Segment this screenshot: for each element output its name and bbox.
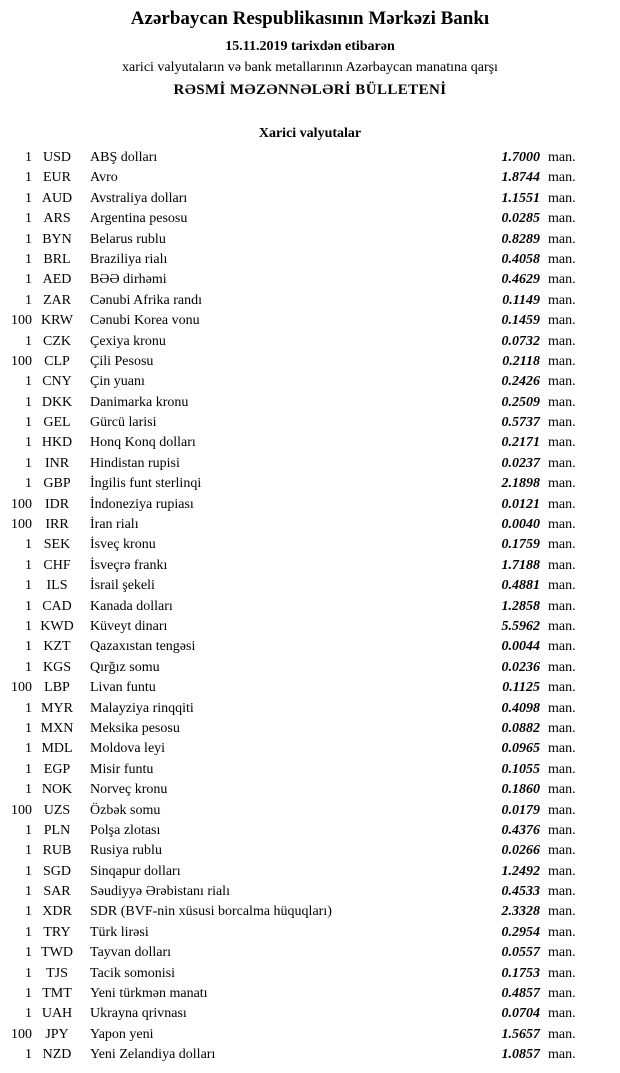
name-cell: İsveç kronu xyxy=(90,537,156,553)
unit-cell: man. xyxy=(548,231,576,247)
unit-cell: man. xyxy=(548,986,576,1002)
rate-cell: 0.1860 xyxy=(501,782,540,798)
qty-cell: 100 xyxy=(11,680,32,696)
unit-cell: man. xyxy=(548,802,576,818)
name-cell: BƏƏ dirhəmi xyxy=(90,272,167,288)
unit-cell: man. xyxy=(548,394,576,410)
code-cell: HKD xyxy=(41,435,73,451)
qty-cell: 1 xyxy=(25,394,32,410)
qty-cell: 1 xyxy=(25,639,32,655)
table-row xyxy=(0,413,584,433)
qty-cell: 1 xyxy=(25,231,32,247)
qty-cell: 1 xyxy=(25,741,32,757)
unit-cell: man. xyxy=(548,700,576,716)
rate-cell: 0.4629 xyxy=(501,272,540,288)
code-cell: SEK xyxy=(43,537,71,553)
qty-cell: 1 xyxy=(25,884,32,900)
qty-cell: 1 xyxy=(25,843,32,859)
name-cell: Yeni Zelandiya dolları xyxy=(90,1047,216,1063)
rate-cell: 0.1753 xyxy=(501,965,540,981)
unit-cell: man. xyxy=(548,557,576,573)
name-cell: Hindistan rupisi xyxy=(90,455,180,471)
rate-cell: 0.1759 xyxy=(501,537,540,553)
table-row xyxy=(0,637,584,657)
qty-cell: 1 xyxy=(25,945,32,961)
qty-cell: 100 xyxy=(11,517,32,533)
table-row xyxy=(0,311,584,331)
name-cell: Tacik somonisi xyxy=(90,965,175,981)
table-row xyxy=(0,923,584,943)
table-row xyxy=(0,556,584,576)
unit-cell: man. xyxy=(548,863,576,879)
rate-cell: 1.2858 xyxy=(501,598,540,614)
qty-cell: 1 xyxy=(25,455,32,471)
unit-cell: man. xyxy=(548,639,576,655)
qty-cell: 1 xyxy=(25,272,32,288)
name-cell: Avro xyxy=(90,170,118,186)
qty-cell: 1 xyxy=(25,720,32,736)
code-cell: INR xyxy=(44,455,70,471)
unit-cell: man. xyxy=(548,822,576,838)
table-row xyxy=(0,760,584,780)
qty-cell: 1 xyxy=(25,415,32,431)
table-row xyxy=(0,250,584,270)
unit-cell: man. xyxy=(548,659,576,675)
table-row xyxy=(0,780,584,800)
unit-cell: man. xyxy=(548,1026,576,1042)
rate-cell: 1.7000 xyxy=(501,150,540,165)
name-cell: Cənubi Korea vonu xyxy=(90,313,200,329)
unit-cell: man. xyxy=(548,782,576,798)
rate-cell: 2.3328 xyxy=(501,904,540,920)
table-row xyxy=(0,1045,584,1065)
bulletin-title: RƏSMİ MƏZƏNNƏLƏRİ BÜLLETENİ xyxy=(173,82,447,98)
code-cell: EUR xyxy=(43,170,71,186)
unit-cell: man. xyxy=(548,496,576,512)
code-cell: CNY xyxy=(42,374,72,390)
table-row xyxy=(0,943,584,963)
qty-cell: 1 xyxy=(25,251,32,267)
code-cell: ARS xyxy=(43,211,71,227)
code-cell: AUD xyxy=(41,190,73,206)
name-cell: Argentina pesosu xyxy=(90,211,188,227)
rate-cell: 0.4058 xyxy=(501,251,540,267)
unit-cell: man. xyxy=(548,884,576,900)
code-cell: ILS xyxy=(46,578,68,594)
rate-cell: 2.1898 xyxy=(501,476,540,492)
rate-cell: 0.0236 xyxy=(501,659,540,675)
unit-cell: man. xyxy=(548,292,576,308)
name-cell: Tayvan dolları xyxy=(90,945,172,961)
table-row xyxy=(0,474,584,494)
code-cell: KZT xyxy=(43,639,71,655)
rate-cell: 1.8744 xyxy=(501,170,540,186)
code-cell: GEL xyxy=(43,415,71,431)
table-row xyxy=(0,658,584,678)
name-cell: Misir funtu xyxy=(90,761,154,777)
name-cell: İsrail şekeli xyxy=(90,578,155,594)
name-cell: Honq Konq dolları xyxy=(90,435,196,451)
code-cell: PLN xyxy=(43,822,71,838)
qty-cell: 100 xyxy=(11,1026,32,1042)
name-cell: İngilis funt sterlinqi xyxy=(90,476,202,492)
unit-cell: man. xyxy=(548,190,576,206)
rate-cell: 0.2954 xyxy=(501,924,540,940)
table-row xyxy=(0,270,584,290)
name-cell: Çin yuanı xyxy=(90,374,145,390)
qty-cell: 1 xyxy=(25,965,32,981)
unit-cell: man. xyxy=(548,251,576,267)
name-cell: İndoneziya rupiası xyxy=(90,496,194,512)
rate-cell: 0.4881 xyxy=(501,578,540,594)
code-cell: TWD xyxy=(41,945,73,961)
table-row xyxy=(0,209,584,229)
code-cell: TJS xyxy=(46,965,68,981)
name-cell: Ukrayna qrivnası xyxy=(90,1006,187,1022)
table-row xyxy=(0,882,584,902)
unit-cell: man. xyxy=(548,537,576,553)
code-cell: UZS xyxy=(43,802,71,818)
table-row xyxy=(0,719,584,739)
code-cell: TRY xyxy=(43,924,71,940)
unit-cell: man. xyxy=(548,170,576,186)
qty-cell: 1 xyxy=(25,170,32,186)
rate-cell: 0.0557 xyxy=(501,945,540,961)
qty-cell: 100 xyxy=(11,802,32,818)
name-cell: Belarus rublu xyxy=(90,231,166,247)
rate-cell: 0.5737 xyxy=(501,415,540,431)
unit-cell: man. xyxy=(548,517,576,533)
name-cell: Yeni türkmən manatı xyxy=(90,986,208,1002)
table-row xyxy=(0,454,584,474)
code-cell: GBP xyxy=(43,476,71,492)
qty-cell: 1 xyxy=(25,822,32,838)
rate-cell: 0.0704 xyxy=(501,1006,540,1022)
code-cell: MDL xyxy=(41,741,73,757)
table-row xyxy=(0,902,584,922)
unit-cell: man. xyxy=(548,435,576,451)
code-cell: EGP xyxy=(43,761,71,777)
name-cell: Qırğız somu xyxy=(90,659,160,675)
name-cell: Kanada dolları xyxy=(90,598,173,614)
unit-cell: man. xyxy=(548,761,576,777)
name-cell: Braziliya rialı xyxy=(90,251,168,267)
rate-cell: 0.2171 xyxy=(501,435,540,451)
qty-cell: 1 xyxy=(25,924,32,940)
unit-cell: man. xyxy=(548,272,576,288)
rate-cell: 1.1551 xyxy=(501,190,540,206)
code-cell: SGD xyxy=(42,863,71,879)
rate-cell: 0.2118 xyxy=(502,353,540,369)
unit-cell: man. xyxy=(548,578,576,594)
table-row xyxy=(0,495,584,515)
table-row xyxy=(0,393,584,413)
unit-cell: man. xyxy=(548,904,576,920)
rate-cell: 0.1055 xyxy=(501,761,540,777)
rate-cell: 0.4098 xyxy=(501,700,540,716)
name-cell: Meksika pesosu xyxy=(90,720,180,736)
unit-cell: man. xyxy=(548,455,576,471)
table-row xyxy=(0,597,584,617)
rate-cell: 1.0857 xyxy=(501,1047,540,1063)
table-row xyxy=(0,148,584,168)
rate-cell: 0.1125 xyxy=(502,680,540,696)
bulletin-subtitle: xarici valyutaların və bank metallarının Azərbaycan manatına qarşı xyxy=(122,60,498,75)
table-row xyxy=(0,352,584,372)
unit-cell: man. xyxy=(548,598,576,614)
code-cell: IDR xyxy=(44,496,70,512)
rate-cell: 0.2426 xyxy=(501,374,540,390)
qty-cell: 1 xyxy=(25,578,32,594)
unit-cell: man. xyxy=(548,1006,576,1022)
rate-cell: 0.0965 xyxy=(501,741,540,757)
rate-cell: 0.0044 xyxy=(501,639,540,655)
rate-cell: 0.4533 xyxy=(501,884,540,900)
name-cell: Avstraliya dolları xyxy=(90,190,188,206)
code-cell: CAD xyxy=(42,598,72,614)
qty-cell: 1 xyxy=(25,1006,32,1022)
qty-cell: 1 xyxy=(25,537,32,553)
name-cell: Livan funtu xyxy=(90,680,156,696)
code-cell: DKK xyxy=(41,394,73,410)
qty-cell: 100 xyxy=(11,353,32,369)
table-row xyxy=(0,433,584,453)
qty-cell: 1 xyxy=(25,435,32,451)
unit-cell: man. xyxy=(548,680,576,696)
name-cell: Yapon yeni xyxy=(90,1026,154,1042)
table-row xyxy=(0,862,584,882)
qty-cell: 1 xyxy=(25,476,32,492)
code-cell: MYR xyxy=(41,700,73,716)
rates-table xyxy=(0,148,620,1066)
qty-cell: 1 xyxy=(25,150,32,165)
name-cell: Danimarka kronu xyxy=(90,394,189,410)
code-cell: BRL xyxy=(43,251,71,267)
name-cell: ABŞ dolları xyxy=(90,150,158,165)
table-row xyxy=(0,739,584,759)
name-cell: Sinqapur dolları xyxy=(90,863,181,879)
qty-cell: 1 xyxy=(25,904,32,920)
qty-cell: 1 xyxy=(25,986,32,1002)
rate-cell: 0.8289 xyxy=(501,231,540,247)
unit-cell: man. xyxy=(548,415,576,431)
qty-cell: 1 xyxy=(25,863,32,879)
qty-cell: 1 xyxy=(25,211,32,227)
code-cell: UAH xyxy=(41,1006,73,1022)
unit-cell: man. xyxy=(548,374,576,390)
code-cell: ZAR xyxy=(43,292,71,308)
rate-cell: 0.0285 xyxy=(501,211,540,227)
name-cell: Səudiyyə Ərəbistanı rialı xyxy=(90,884,230,900)
unit-cell: man. xyxy=(548,618,576,634)
name-cell: İran rialı xyxy=(90,517,139,533)
unit-cell: man. xyxy=(548,150,576,165)
name-cell: Moldova leyi xyxy=(90,741,166,757)
name-cell: SDR (BVF-nin xüsusi borcalma hüquqları) xyxy=(90,904,332,920)
name-cell: Çili Pesosu xyxy=(90,353,154,369)
code-cell: IRR xyxy=(45,517,69,533)
table-row xyxy=(0,801,584,821)
code-cell: CLP xyxy=(44,353,70,369)
code-cell: JPY xyxy=(45,1026,69,1042)
unit-cell: man. xyxy=(548,945,576,961)
table-row xyxy=(0,189,584,209)
qty-cell: 100 xyxy=(11,496,32,512)
code-cell: BYN xyxy=(42,231,72,247)
rate-cell: 0.0732 xyxy=(501,333,540,349)
rate-cell: 0.0040 xyxy=(501,517,540,533)
qty-cell: 1 xyxy=(25,700,32,716)
table-row xyxy=(0,821,584,841)
code-cell: NOK xyxy=(41,782,73,798)
table-row xyxy=(0,617,584,637)
rate-cell: 0.4376 xyxy=(501,822,540,838)
name-cell: Özbək somu xyxy=(90,802,161,818)
rate-cell: 0.0882 xyxy=(501,720,540,736)
qty-cell: 1 xyxy=(25,333,32,349)
code-cell: SAR xyxy=(43,884,71,900)
code-cell: KGS xyxy=(42,659,71,675)
qty-cell: 1 xyxy=(25,292,32,308)
name-cell: Norveç kronu xyxy=(90,782,168,798)
table-row xyxy=(0,168,584,188)
code-cell: CZK xyxy=(43,333,71,349)
table-row xyxy=(0,576,584,596)
table-row xyxy=(0,332,584,352)
qty-cell: 1 xyxy=(25,618,32,634)
bulletin-header xyxy=(0,0,620,100)
code-cell: MXN xyxy=(40,720,74,736)
code-cell: KRW xyxy=(41,313,73,329)
name-cell: Qazaxıstan tengəsi xyxy=(90,639,196,655)
table-row xyxy=(0,372,584,392)
rate-cell: 1.7188 xyxy=(501,557,540,573)
code-cell: NZD xyxy=(42,1047,72,1063)
table-row xyxy=(0,291,584,311)
name-cell: Çexiya kronu xyxy=(90,333,166,349)
unit-cell: man. xyxy=(548,211,576,227)
code-cell: KWD xyxy=(40,618,74,634)
rate-cell: 0.0266 xyxy=(501,843,540,859)
table-row xyxy=(0,535,584,555)
unit-cell: man. xyxy=(548,333,576,349)
qty-cell: 1 xyxy=(25,1047,32,1063)
code-cell: AED xyxy=(42,272,72,288)
name-cell: Malayziya rinqqiti xyxy=(90,700,194,716)
qty-cell: 1 xyxy=(25,761,32,777)
rate-cell: 1.5657 xyxy=(501,1026,540,1042)
rate-cell: 0.2509 xyxy=(501,394,540,410)
rate-cell: 0.0179 xyxy=(501,802,540,818)
name-cell: Polşa zlotası xyxy=(90,822,161,838)
unit-cell: man. xyxy=(548,720,576,736)
rate-cell: 1.2492 xyxy=(501,863,540,879)
unit-cell: man. xyxy=(548,924,576,940)
qty-cell: 1 xyxy=(25,557,32,573)
code-cell: TMT xyxy=(42,986,72,1002)
table-row xyxy=(0,984,584,1004)
table-row xyxy=(0,964,584,984)
qty-cell: 1 xyxy=(25,190,32,206)
code-cell: CHF xyxy=(43,557,71,573)
section-title-foreign-currencies: Xarici valyutalar xyxy=(258,126,362,141)
table-row xyxy=(0,230,584,250)
table-row xyxy=(0,1004,584,1024)
rate-cell: 0.0121 xyxy=(501,496,540,512)
name-cell: Küveyt dinarı xyxy=(90,618,168,634)
qty-cell: 1 xyxy=(25,659,32,675)
effective-date-line: 15.11.2019 tarixdən etibarən xyxy=(225,39,395,54)
name-cell: Gürcü larisi xyxy=(90,415,157,431)
code-cell: RUB xyxy=(42,843,72,859)
code-cell: XDR xyxy=(42,904,72,920)
unit-cell: man. xyxy=(548,476,576,492)
qty-cell: 1 xyxy=(25,598,32,614)
name-cell: Türk lirəsi xyxy=(90,924,149,940)
rate-cell: 0.1459 xyxy=(501,313,540,329)
unit-cell: man. xyxy=(548,353,576,369)
name-cell: İsveçrə frankı xyxy=(90,557,168,573)
table-row xyxy=(0,1025,584,1045)
qty-cell: 1 xyxy=(25,782,32,798)
table-row xyxy=(0,841,584,861)
unit-cell: man. xyxy=(548,843,576,859)
table-row xyxy=(0,699,584,719)
code-cell: USD xyxy=(42,150,71,165)
name-cell: Rusiya rublu xyxy=(90,843,162,859)
unit-cell: man. xyxy=(548,965,576,981)
rate-cell: 5.5962 xyxy=(501,618,540,634)
qty-cell: 1 xyxy=(25,374,32,390)
unit-cell: man. xyxy=(548,741,576,757)
unit-cell: man. xyxy=(548,313,576,329)
rate-cell: 0.0237 xyxy=(501,455,540,471)
qty-cell: 100 xyxy=(11,313,32,329)
table-row xyxy=(0,678,584,698)
name-cell: Cənubi Afrika randı xyxy=(90,292,202,308)
rate-cell: 0.4857 xyxy=(501,986,540,1002)
code-cell: LBP xyxy=(44,680,70,696)
rate-cell: 0.1149 xyxy=(502,292,540,308)
bank-name-title: Azərbaycan Respublikasının Mərkəzi Bankı xyxy=(130,8,490,29)
unit-cell: man. xyxy=(548,1047,576,1063)
table-row xyxy=(0,515,584,535)
